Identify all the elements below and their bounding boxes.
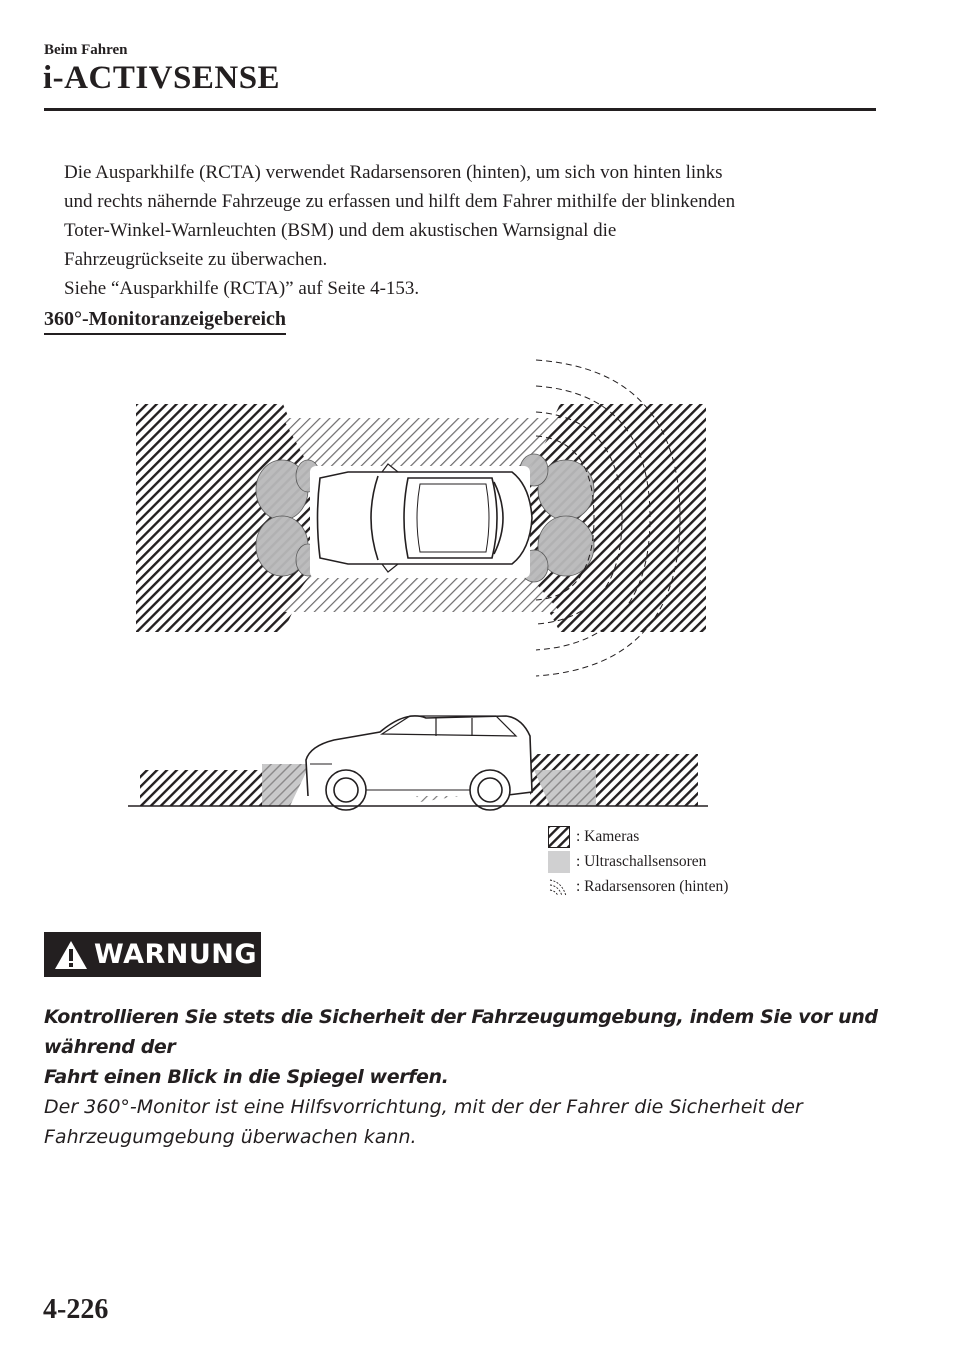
- warning-line: Fahrzeugumgebung überwachen kann.: [44, 1126, 417, 1148]
- subheading: 360°-Monitoranzeigebereich: [44, 308, 286, 335]
- warning-bold-line: Kontrollieren Sie stets die Sicherheit der Fahrzeugumgebung, indem Sie vor und während der: [44, 1006, 878, 1058]
- legend-row-cameras: [548, 824, 728, 849]
- legend-radar-label: : Radarsensoren (hinten): [576, 877, 729, 895]
- right-camera-zone: [283, 576, 560, 612]
- front-ultrasonic-ground-zone: [262, 764, 310, 806]
- legend-cameras-label: : Kameras: [576, 827, 640, 845]
- legend-row-ultrasonic: [548, 849, 728, 874]
- car-side-view: [306, 716, 532, 810]
- left-camera-zone: [283, 418, 560, 468]
- page-number: 4-226: [43, 1294, 109, 1325]
- warning-bold-line: Fahrt einen Blick in die Spiegel werfen.: [44, 1066, 449, 1088]
- car-top-view: [310, 464, 532, 578]
- warning-line: Der 360°-Monitor ist eine Hilfsvorrichtung, mit der der Fahrer die Sicherheit der: [44, 1096, 803, 1118]
- legend-ultrasonic-label: : Ultraschallsensoren: [576, 852, 707, 870]
- legend-row-radar: [548, 874, 728, 899]
- intro-line: Die Ausparkhilfe (RCTA) verwendet Radarsensoren (hinten), um sich von hinten links: [64, 162, 723, 183]
- ultrasonic-gray-swatch: [548, 851, 570, 873]
- legend: [548, 824, 728, 899]
- camera-hatch-swatch: [548, 826, 570, 848]
- chapter-title: i-ACTIVSENSE: [43, 60, 281, 96]
- warning-label: WARNUNG: [94, 939, 258, 970]
- section-label: Beim Fahren: [44, 42, 128, 58]
- warning-text: [44, 1002, 884, 1152]
- monitor-area-diagram: [120, 350, 720, 820]
- warning-triangle-icon: [54, 940, 88, 970]
- warning-badge: [44, 932, 261, 977]
- radar-arcs-swatch: [548, 876, 570, 898]
- intro-line: Toter-Winkel-Warnleuchten (BSM) und dem akustischen Warnsignal die: [64, 220, 617, 241]
- intro-line: Fahrzeugrückseite zu überwachen.: [64, 249, 328, 270]
- header-rule: [44, 108, 876, 111]
- intro-line: Siehe “Ausparkhilfe (RCTA)” auf Seite 4-153.: [64, 278, 420, 299]
- intro-line: und rechts nähernde Fahrzeuge zu erfassen und hilft dem Fahrer mithilfe der blinkenden: [64, 191, 736, 212]
- intro-paragraph: [64, 158, 884, 303]
